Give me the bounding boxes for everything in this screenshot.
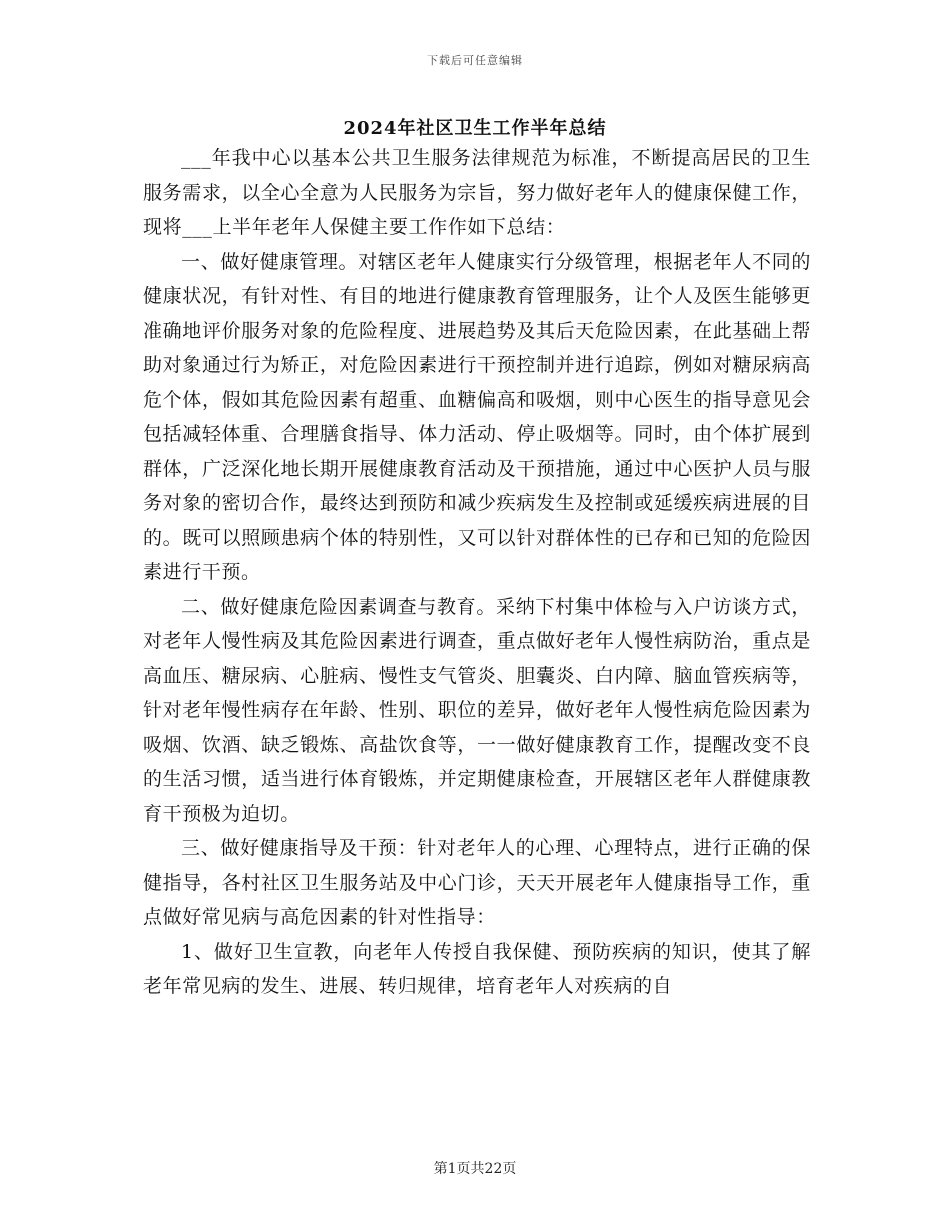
paragraph-intro: ___年我中心以基本公共卫生服务法律规范为标准，不断提高居民的卫生服务需求，以全心全意为人民服务为宗旨，努力做好老年人的健康保健工作，现将___上半年老年人保健主要工作作如下总结：	[143, 147, 811, 238]
page-footer: 第1页共22页	[433, 1161, 517, 1177]
paragraph-health-education: 1、做好卫生宣教，向老年人传授自我保健、预防疾病的知识，使其了解老年常见病的发生、进展、转归规律，培育老年人对疾病的自	[143, 940, 811, 997]
header-note: 下载后可任意编辑	[427, 54, 523, 67]
paragraph-risk-survey: 二、做好健康危险因素调查与教育。采纳下村集中体检与入户访谈方式，对老年人慢性病及其危险因素进行调查，重点做好老年人慢性病防治，重点是高血压、糖尿病、心脏病、慢性支气管炎、胆囊炎、白内障、脑血管疾病等，针对老年慢性病存在年龄、性别、职位的差异，做好老年人慢性病危险因素为吸烟、饮酒、缺乏锻炼、高盐饮食等，一一做好健康教育工作，提醒改变不良的生活习惯，适当进行体育锻炼，并定期健康检查，开展辖区老年人群健康教育干预极为迫切。	[143, 595, 811, 825]
document-body	[143, 141, 811, 1004]
paragraph-health-management: 一、做好健康管理。对辖区老年人健康实行分级管理，根据老年人不同的健康状况，有针对性、有目的地进行健康教育管理服务，让个人及医生能够更准确地评价服务对象的危险程度、进展趋势及其后天危险因素，在此基础上帮助对象通过行为矫正，对危险因素进行干预控制并进行追踪，例如对糖尿病高危个体，假如其危险因素有超重、血糖偏高和吸烟，则中心医生的指导意见会包括减轻体重、合理膳食指导、体力活动、停止吸烟等。同时，由个体扩展到群体，广泛深化地长期开展健康教育活动及干预措施，通过中心医护人员与服务对象的密切合作，最终达到预防和减少疾病发生及控制或延缓疾病进展的目的。既可以照顾患病个体的特别性，又可以针对群体性的已存和已知的危险因素进行干预。	[143, 250, 811, 583]
paragraph-health-guidance: 三、做好健康指导及干预：针对老年人的心理、心理特点，进行正确的保健指导，各村社区卫生服务站及中心门诊，天天开展老年人健康指导工作，重点做好常见病与高危因素的针对性指导：	[143, 837, 811, 928]
document-title: 2024年社区卫生工作半年总结	[343, 118, 607, 139]
